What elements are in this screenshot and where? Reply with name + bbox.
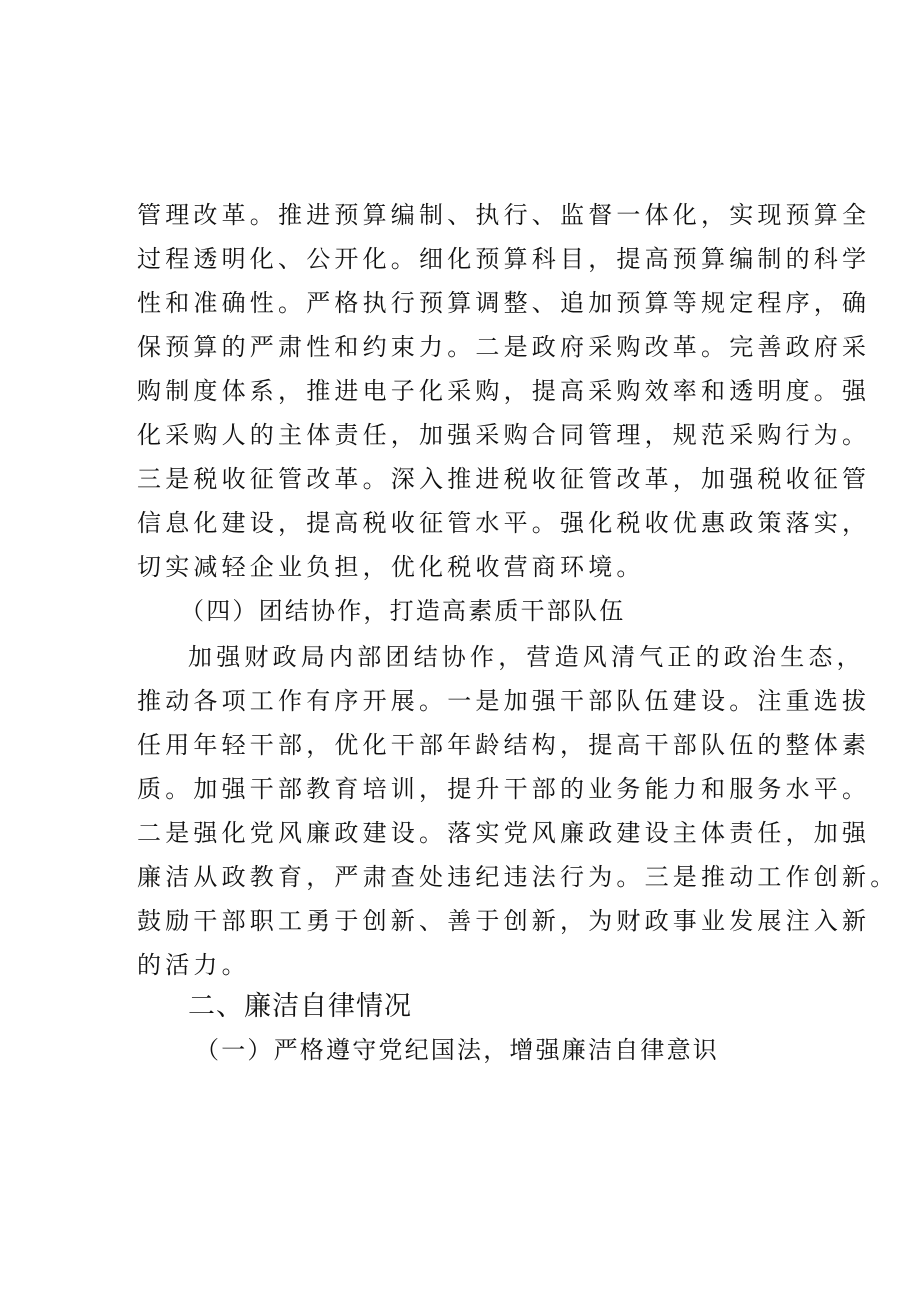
body-text-line: 加强财政局内部团结协作，营造风清气正的政治生态， <box>188 643 865 671</box>
body-text-line: 性和准确性。严格执行预算调整、追加预算等规定程序，确 <box>137 289 871 317</box>
body-text-line: 化采购人的主体责任，加强采购合同管理，规范采购行为。 <box>137 421 871 449</box>
section-heading: 二、廉洁自律情况 <box>188 991 412 1022</box>
body-text-line: 信息化建设，提高税收征管水平。强化税收优惠政策落实， <box>137 509 871 537</box>
section-subheading: （一）严格遵守党纪国法，增强廉洁自律意识 <box>195 1036 719 1064</box>
body-text-line: 鼓励干部职工勇于创新、善于创新，为财政事业发展注入新 <box>137 907 871 935</box>
body-text-line: 的活力。 <box>137 951 250 979</box>
body-text-line: 三是税收征管改革。深入推进税收征管改革，加强税收征管 <box>137 465 871 493</box>
body-text-line: 过程透明化、公开化。细化预算科目，提高预算编制的科学 <box>137 245 871 273</box>
body-text-line: 质。加强干部教育培训，提升干部的业务能力和服务水平。 <box>137 775 871 803</box>
body-text-line: 购制度体系，推进电子化采购，提高采购效率和透明度。强 <box>137 377 871 405</box>
body-text-line: 管理改革。推进预算编制、执行、监督一体化，实现预算全 <box>137 201 871 229</box>
body-text-line: 保预算的严肃性和约束力。二是政府采购改革。完善政府采 <box>137 333 871 361</box>
body-text-line: 廉洁从政教育，严肃查处违纪违法行为。三是推动工作创新。 <box>137 863 899 891</box>
section-subheading: （四）团结协作，打造高素质干部队伍 <box>180 597 626 625</box>
body-text-line: 二是强化党风廉政建设。落实党风廉政建设主体责任，加强 <box>137 819 871 847</box>
body-text-line: 切实减轻企业负担，优化税收营商环境。 <box>137 553 645 581</box>
body-text-line: 推动各项工作有序开展。一是加强干部队伍建设。注重选拔 <box>137 687 871 715</box>
body-text-line: 任用年轻干部，优化干部年龄结构，提高干部队伍的整体素 <box>137 731 871 759</box>
